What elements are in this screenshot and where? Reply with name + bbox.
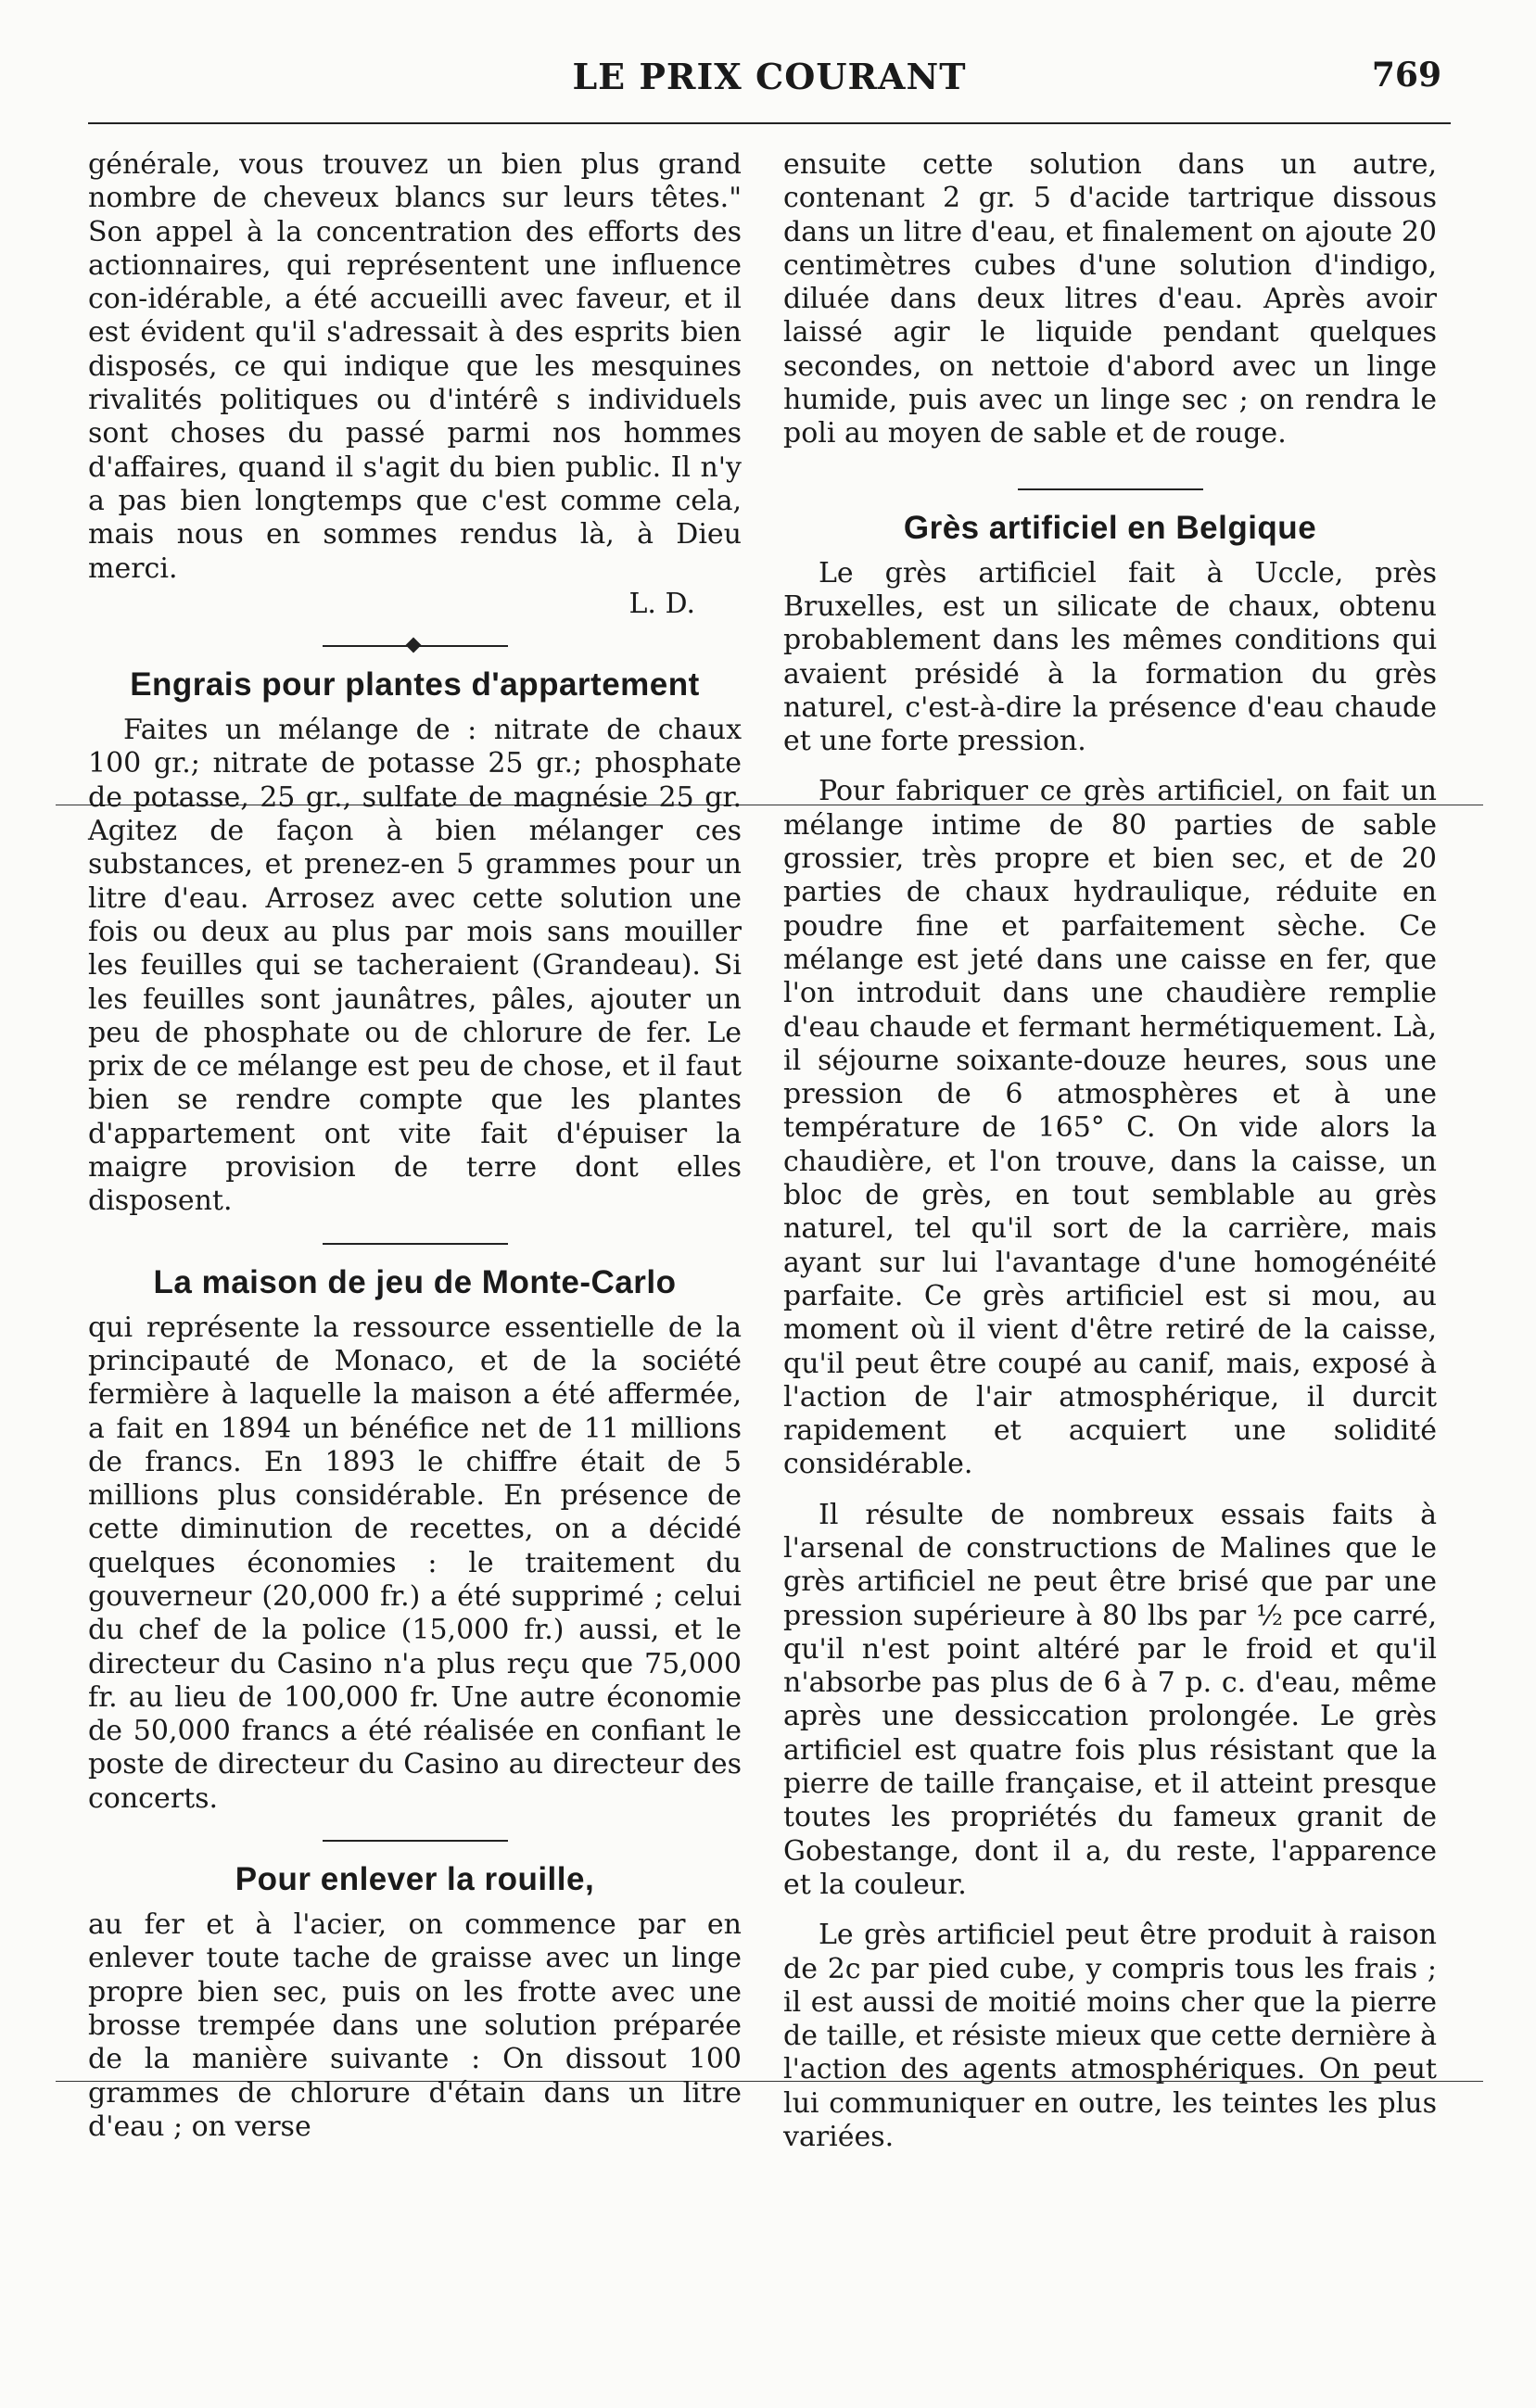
article-rouille-body: au fer et à l'acier, on commence par en enlever toute tache de graisse avec un linge propre bien sec, puis on les frotte avec une brosse trempée dans une solution préparée de la manière suivante : On dissout 100 grammes de chlorure d'étain dans un litre d'eau ; on verse [88, 1908, 742, 2143]
article-gres-paragraph: Il résulte de nombreux essais faits à l'arsenal de constructions de Malines que le grès artificiel ne peut être brisé que par une pression supérieure à 80 lbs par ½ pce carré, qu'il n'est point altéré par le froid et qu'il n'absorbe pas plus de 6 à 7 p. c. d'eau, même après une dessiccation prolongée. Le grès artificiel est quatre fois plus résistant que la pierre de taille française, et il atteint presque toutes les propriétés du fameux granit de Gobestange, dont il a, du reste, l'apparence et la couleur. [783, 1498, 1437, 1901]
headline-rouille: Pour enlever la rouille, [235, 1861, 595, 1898]
left-column [88, 148, 742, 2144]
section-divider [323, 1243, 508, 1245]
article-engrais-body: Faites un mélange de : nitrate de chaux 100 gr.; nitrate de potasse 25 gr.; phosphate de potasse, 25 gr., sulfate de magnésie 25 gr. Agitez de façon à bien mélanger ces substances, et prenez-en 5 grammes pour un litre d'eau. Arrosez avec cette solution une fois ou deux au plus par mois sans mouiller les feuilles qui se tacheraient (Grandeau). Si les feuilles sont jaunâtres, pâles, ajouter un peu de phosphate ou de chlorure de fer. Le prix de ce mélange est peu de chose, et il faut bien se rendre compte que les plantes d'appartement ont vite fait d'épuiser la maigre provision de terre dont elles disposent. [88, 714, 742, 1218]
running-head [88, 56, 1451, 120]
continued-paragraph-right: ensuite cette solution dans un autre, contenant 2 gr. 5 d'acide tartrique dissous dans un litre d'eau, et finalement on ajoute 20 centimètres cubes d'une solution d'indigo, diluée dans deux litres d'eau. Après avoir laissé agir le liquide pendant quelques secondes, on nettoie d'abord avec un linge humide, puis avec un linge sec ; on rendra le poli au moyen de sable et de rouge. [783, 148, 1437, 450]
journal-title: LE PRIX COURANT [572, 56, 967, 97]
header-rule [88, 122, 1451, 124]
section-divider [323, 1840, 508, 1842]
headline-engrais: Engrais pour plantes d'appartement [130, 666, 700, 703]
ornament-divider [323, 645, 508, 647]
page-number: 769 [1371, 56, 1441, 95]
section-divider [1018, 488, 1203, 490]
headline-gres: Grès artificiel en Belgique [903, 509, 1317, 546]
article-monte-carlo-body: qui représente la ressource essentielle de la principauté de Monaco, et de la société fermière à laquelle la maison a été affermée, a fait en 1894 un bénéfice net de 11 millions de francs. En 1893 le chiffre était de 5 millions plus considérable. En présence de cette diminution de recettes, on a décidé quelques économies : le traitement du gouverneur (20,000 fr.) a été supprimé ; celui du chef de la police (15,000 fr.) aussi, et le directeur du Casino n'a plus reçu que 75,000 fr. au lieu de 100,000 fr. Une autre économie de 50,000 francs a été réalisée en confiant le poste de directeur du Casino au directeur des concerts. [88, 1311, 742, 1815]
continued-paragraph: générale, vous trouvez un bien plus grand nombre de cheveux blancs sur leurs têtes." Son appel à la concentration des efforts des actionnaires, qui représentent une influence con-idérable, a été accueilli avec faveur, et il est évident qu'il s'adressait à des esprits bien disposés, ce qui indique que les mesquines rivalités politiques ou d'intérê s individuels sont choses du passé parmi nos hommes d'affaires, quand il s'agit du bien public. Il n'y a pas bien longtemps que c'est comme cela, mais nous en sommes rendus là, à Dieu merci. [88, 148, 742, 585]
headline-monte-carlo: La maison de jeu de Monte-Carlo [153, 1263, 677, 1300]
right-column [783, 148, 1437, 2154]
article-gres-paragraph: Le grès artificiel peut être produit à raison de 2c par pied cube, y compris tous les frais ; il est aussi de moitié moins cher que la pierre de taille, et résiste mieux que cette dernière à l'action des agents atmosphériques. On peut lui communiquer en outre, les teintes les plus variées. [783, 1919, 1437, 2154]
author-signature: L. D. [628, 587, 695, 620]
article-gres-paragraph: Pour fabriquer ce grès artificiel, on fait un mélange intime de 80 parties de sable grossier, très propre et bien sec, et de 20 parties de chaux hydraulique, réduite en poudre fine et parfaitement sèche. Ce mélange est jeté dans une caisse en fer, que l'on introduit dans une chaudière remplie d'eau chaude et fermant hermétiquement. Là, il séjourne soixante-douze heures, sous une pression de 6 atmosphères et à une température de 165° C. On vide alors la chaudière, et l'on trouve, dans la caisse, un bloc de grès, en tout semblable au grès naturel, tel qu'il sort de la carrière, mais ayant sur lui l'avantage d'une homogénéité parfaite. Ce grès artificiel est si mou, au moment où il vient d'être retiré de la caisse, qu'il peut être coupé au canif, mais, exposé à l'action de l'air atmosphérique, il durcit rapidement et acquiert une solidité considérable. [783, 775, 1437, 1481]
article-gres-paragraph: Le grès artificiel fait à Uccle, près Bruxelles, est un silicate de chaux, obtenu probablement dans les mêmes conditions qui avaient présidé à la formation du grès naturel, c'est-à-dire la présence d'eau chaude et une forte pression. [783, 556, 1437, 758]
